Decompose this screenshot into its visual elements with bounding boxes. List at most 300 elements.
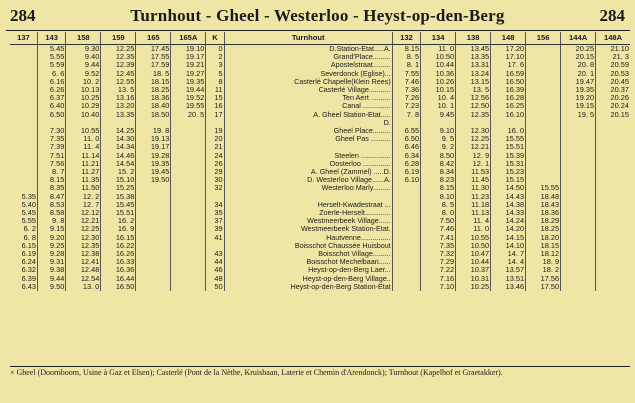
time-cell: 15. 2 — [101, 168, 136, 176]
station-cell: Oosterloo .............. — [224, 160, 392, 168]
time-cell: 14.15 — [491, 234, 526, 242]
time-cell: 13.51 — [491, 275, 526, 283]
time-cell: 8.15 — [38, 176, 66, 184]
time-cell: 20.25 — [561, 45, 596, 54]
train-header: 144A — [561, 32, 596, 45]
time-cell — [596, 119, 630, 127]
time-cell: 13.20 — [101, 102, 136, 110]
time-cell — [561, 168, 596, 176]
km-cell: 17 — [206, 111, 224, 119]
time-cell — [561, 209, 596, 217]
time-cell: 5.40 — [21, 199, 36, 209]
time-cell: 12.55 — [101, 78, 136, 86]
time-cell: 11.35 — [66, 176, 101, 184]
time-cell — [171, 193, 206, 201]
station-cell: Boisschot Village......... — [224, 250, 392, 258]
time-cell — [136, 201, 171, 209]
time-cell — [526, 143, 561, 151]
km-cell: 39 — [206, 225, 224, 233]
time-cell: 18.15 — [136, 78, 171, 86]
time-cell: 5.55 — [21, 216, 36, 226]
time-cell: 13. 0 — [66, 283, 101, 291]
km-cell: 0 — [206, 45, 224, 54]
time-cell — [392, 234, 420, 242]
table-row — [10, 86, 630, 94]
time-cell: 7. 8 — [392, 111, 420, 119]
time-cell: 20.15 — [596, 111, 630, 119]
station-cell: Canal .............. — [224, 102, 392, 110]
time-cell — [526, 152, 561, 160]
time-cell: 6. 6 — [38, 70, 66, 78]
time-cell: 10.29 — [66, 102, 101, 110]
time-cell: 16.10 — [491, 111, 526, 119]
time-cell — [561, 160, 596, 168]
time-cell: 6.43 — [21, 281, 36, 291]
time-cell: 14.24 — [491, 217, 526, 225]
time-cell: 14.54 — [101, 160, 136, 168]
time-cell: 18.12 — [526, 250, 561, 258]
time-cell: 15.51 — [491, 143, 526, 151]
time-cell — [596, 258, 630, 266]
time-cell — [171, 234, 206, 242]
time-cell: 18.25 — [526, 225, 561, 233]
time-cell: 8.23 — [421, 176, 456, 184]
time-cell — [392, 217, 420, 225]
station-cell: Heyst-op-den-Berg Village.. — [224, 275, 392, 283]
time-cell: 12.56 — [456, 94, 491, 102]
time-cell: 8.15 — [392, 45, 420, 54]
time-cell: 18.40 — [136, 102, 171, 110]
time-cell — [171, 258, 206, 266]
time-cell: 10.37 — [456, 266, 491, 274]
time-cell: 9.30 — [66, 45, 101, 54]
time-cell: 16.36 — [101, 266, 136, 274]
time-cell: 11. 0 — [456, 225, 491, 233]
time-cell — [136, 193, 171, 201]
km-cell: 2 — [206, 53, 224, 61]
time-cell — [171, 250, 206, 258]
time-cell: 12.21 — [456, 143, 491, 151]
time-cell: 10. 1 — [421, 102, 456, 110]
time-cell: 19.28 — [136, 152, 171, 160]
km-cell: 48 — [206, 275, 224, 283]
time-cell: 20.24 — [596, 102, 630, 110]
time-cell: 16. 2 — [101, 217, 136, 225]
km-cell: 5 — [206, 70, 224, 78]
station-cell: Casterlé Village........... — [224, 86, 392, 94]
time-cell: 11. 4 — [66, 143, 101, 151]
time-cell: 13.16 — [101, 94, 136, 102]
time-cell — [392, 258, 420, 266]
time-cell: 14.50 — [491, 184, 526, 192]
time-cell: 5.59 — [38, 61, 66, 69]
time-cell — [10, 53, 38, 61]
time-cell: 13.31 — [456, 61, 491, 69]
time-cell: 18.36 — [526, 209, 561, 217]
time-cell: 15.55 — [526, 184, 561, 192]
time-cell — [10, 160, 38, 168]
time-cell — [596, 275, 630, 283]
time-cell: 6.15 — [21, 240, 36, 250]
time-cell — [561, 283, 596, 291]
time-cell — [136, 283, 171, 291]
time-cell: 9.25 — [38, 242, 66, 250]
time-cell: 10.15 — [421, 86, 456, 94]
time-cell: 10.36 — [421, 70, 456, 78]
time-cell: 16. 9 — [101, 225, 136, 233]
time-cell: 6.28 — [392, 160, 420, 168]
time-cell: 11.53 — [456, 168, 491, 176]
time-cell: 6. 2 — [23, 224, 36, 234]
time-cell: 9.28 — [38, 250, 66, 258]
time-cell — [392, 193, 420, 201]
time-cell: 8.10 — [421, 193, 456, 201]
time-cell — [136, 209, 171, 217]
km-cell: 35 — [206, 209, 224, 217]
time-cell — [561, 135, 596, 143]
time-cell — [10, 152, 38, 160]
time-cell — [136, 266, 171, 274]
time-cell: 19.47 — [561, 78, 596, 86]
time-cell: 19.50 — [136, 176, 171, 184]
time-cell: 10. 2 — [66, 78, 101, 86]
time-cell: 20.26 — [596, 94, 630, 102]
time-cell — [10, 127, 38, 135]
time-cell — [136, 184, 171, 192]
time-cell: 19.15 — [561, 102, 596, 110]
time-cell: 7.29 — [421, 258, 456, 266]
time-cell: 12.38 — [66, 250, 101, 258]
time-cell: 12. 2 — [66, 193, 101, 201]
station-cell: D. Westerloo Village......A. — [224, 176, 392, 184]
time-cell — [392, 184, 420, 192]
time-cell — [596, 143, 630, 151]
time-cell — [526, 53, 561, 61]
page-number-left: 284 — [10, 6, 36, 25]
time-cell: 16.28 — [491, 94, 526, 102]
time-cell — [526, 119, 561, 127]
time-cell: 17.10 — [491, 53, 526, 61]
time-cell: 20.37 — [596, 86, 630, 94]
time-cell: 8. 0 — [421, 209, 456, 217]
time-cell: 7.30 — [38, 127, 66, 135]
time-cell — [561, 201, 596, 209]
time-cell — [561, 250, 596, 258]
time-cell: 17.59 — [136, 61, 171, 69]
header-row — [10, 32, 630, 45]
time-cell: 15.55 — [491, 135, 526, 143]
time-cell — [171, 217, 206, 225]
time-cell: 13.15 — [456, 78, 491, 86]
time-cell — [526, 45, 561, 54]
time-cell — [136, 225, 171, 233]
train-header: 148A — [596, 32, 630, 45]
km-cell: 44 — [206, 258, 224, 266]
station-cell: Westerloo Marly......... — [224, 184, 392, 192]
time-cell: 10.25 — [456, 283, 491, 291]
time-cell — [561, 217, 596, 225]
time-cell: 13.35 — [101, 111, 136, 119]
time-cell: 11.50 — [66, 184, 101, 192]
time-cell — [10, 94, 38, 102]
time-cell: 19. 8 — [136, 127, 171, 135]
time-cell: 8. 7 — [38, 168, 66, 176]
km-cell: 19 — [206, 127, 224, 135]
time-cell: 8.42 — [421, 160, 456, 168]
time-cell: 21. 3 — [596, 53, 630, 61]
station-header: Turnhout — [224, 32, 392, 45]
time-cell: 10. 4 — [421, 94, 456, 102]
table-row — [10, 152, 630, 160]
train-header: 165A — [171, 32, 206, 45]
timetable-body — [10, 45, 630, 292]
time-cell — [561, 258, 596, 266]
time-cell: 15.23 — [491, 168, 526, 176]
time-cell: 18.48 — [526, 193, 561, 201]
time-cell: 8. 1 — [392, 61, 420, 69]
time-cell — [10, 143, 38, 151]
time-cell: 11.18 — [456, 201, 491, 209]
time-cell — [596, 184, 630, 192]
time-cell — [392, 275, 420, 283]
time-cell: 11.27 — [66, 168, 101, 176]
time-cell: 7.26 — [392, 94, 420, 102]
table-row — [10, 184, 630, 192]
time-cell: 8.50 — [421, 152, 456, 160]
time-cell — [561, 242, 596, 250]
time-cell: 17. 6 — [491, 61, 526, 69]
time-cell — [596, 127, 630, 135]
time-cell: 19.52 — [171, 94, 206, 102]
time-cell — [526, 168, 561, 176]
time-cell: 8.35 — [38, 184, 66, 192]
time-cell: 13.24 — [456, 70, 491, 78]
table-row — [10, 225, 630, 233]
time-cell — [561, 184, 596, 192]
time-cell: 15.38 — [101, 193, 136, 201]
time-cell: 9.40 — [66, 53, 101, 61]
time-cell: 6.39 — [21, 273, 36, 283]
time-cell: 16. 0 — [491, 127, 526, 135]
table-row — [10, 119, 630, 127]
time-cell: 18. 5 — [136, 70, 171, 78]
time-cell: 14.33 — [491, 209, 526, 217]
km-header: K — [206, 32, 224, 45]
time-cell: 20. 8 — [561, 61, 596, 69]
time-cell: 18.25 — [136, 86, 171, 94]
table-row — [10, 45, 630, 54]
time-cell — [561, 193, 596, 201]
time-cell — [136, 250, 171, 258]
time-cell: 12.25 — [101, 45, 136, 54]
time-cell: 14.43 — [491, 193, 526, 201]
time-cell: 9.10 — [421, 127, 456, 135]
station-cell: Ten Aert .......... — [224, 94, 392, 102]
time-cell — [136, 234, 171, 242]
time-cell: 9.15 — [38, 225, 66, 233]
time-cell: 9.50 — [38, 283, 66, 291]
time-cell: 14.38 — [491, 201, 526, 209]
time-cell: 19.21 — [171, 61, 206, 69]
time-cell — [526, 135, 561, 143]
time-cell: 7.46 — [392, 78, 420, 86]
time-cell: 6.32 — [21, 265, 36, 275]
train-header: 148 — [491, 32, 526, 45]
time-cell: 8.15 — [421, 184, 456, 192]
time-cell: 16.39 — [491, 86, 526, 94]
page-title: Turnhout - Gheel - Westerloo - Heyst-op-den-Berg — [130, 6, 505, 25]
train-header: 156 — [526, 32, 561, 45]
train-header: 165 — [136, 32, 171, 45]
time-cell: 6.34 — [392, 152, 420, 160]
station-cell: D.Station-Etat.....A. — [224, 45, 392, 54]
time-cell: 6.10 — [392, 176, 420, 184]
station-cell: Herselt-Kwadestraat ... — [224, 201, 392, 209]
time-cell — [596, 234, 630, 242]
time-cell: 21.10 — [596, 45, 630, 54]
time-cell: 17.45 — [136, 45, 171, 54]
time-cell: 5.45 — [21, 208, 36, 218]
time-cell: 5.55 — [38, 53, 66, 61]
time-cell: 16.25 — [491, 102, 526, 110]
table-row — [10, 135, 630, 143]
time-cell — [171, 209, 206, 217]
time-cell: 18.15 — [526, 242, 561, 250]
time-cell: 11. 0 — [421, 45, 456, 54]
station-cell: Apostelstraat......... — [224, 61, 392, 69]
time-cell — [171, 184, 206, 192]
time-cell: 12.48 — [66, 266, 101, 274]
timetable — [10, 32, 630, 291]
km-cell: 8 — [206, 78, 224, 86]
time-cell: 5.35 — [21, 191, 36, 201]
station-cell: Hautvenne............... — [224, 234, 392, 242]
time-cell: 15.10 — [101, 176, 136, 184]
time-cell — [136, 275, 171, 283]
time-cell: 13. 5 — [456, 86, 491, 94]
time-cell: 8. 5 — [392, 53, 420, 61]
time-cell: 16.15 — [101, 234, 136, 242]
station-cell: Westmeerbeek Village...... — [224, 217, 392, 225]
time-cell: 13.46 — [491, 283, 526, 291]
time-cell: 19.10 — [171, 45, 206, 54]
time-cell — [596, 209, 630, 217]
time-cell: 7.32 — [421, 250, 456, 258]
time-cell: 14.34 — [101, 143, 136, 151]
time-cell: 16.44 — [101, 275, 136, 283]
time-cell: 9.44 — [66, 61, 101, 69]
time-cell: 19.35 — [561, 86, 596, 94]
time-cell: 8. 5 — [421, 201, 456, 209]
time-cell: 13. 5 — [101, 86, 136, 94]
time-cell: 20. 5 — [171, 111, 206, 119]
time-cell — [561, 266, 596, 274]
time-cell — [526, 102, 561, 110]
time-cell: 19.45 — [136, 168, 171, 176]
time-cell — [392, 201, 420, 209]
time-cell: 12.21 — [66, 217, 101, 225]
km-cell: 30 — [206, 176, 224, 184]
km-cell: 46 — [206, 266, 224, 274]
time-cell: 12.50 — [456, 102, 491, 110]
time-cell — [10, 135, 38, 143]
km-cell: 3 — [206, 61, 224, 69]
time-cell — [526, 70, 561, 78]
time-cell: 14.10 — [491, 242, 526, 250]
time-cell: 10.50 — [421, 53, 456, 61]
time-cell — [10, 78, 38, 86]
time-cell — [526, 94, 561, 102]
time-cell: 7.51 — [38, 152, 66, 160]
time-cell: 6.50 — [38, 111, 66, 119]
time-cell: 19.13 — [136, 135, 171, 143]
time-cell: 7.36 — [392, 86, 420, 94]
time-cell: 11.30 — [456, 184, 491, 192]
time-cell — [10, 61, 38, 69]
time-cell: 18.50 — [136, 111, 171, 119]
km-cell: 26 — [206, 160, 224, 168]
time-cell — [526, 127, 561, 135]
time-cell — [171, 152, 206, 160]
time-cell: 10.31 — [456, 275, 491, 283]
time-cell — [171, 275, 206, 283]
time-cell: 19.44 — [171, 86, 206, 94]
time-cell — [561, 234, 596, 242]
time-cell — [10, 168, 38, 176]
station-cell: Westmeerbeek Station-Etat. — [224, 225, 392, 233]
train-header: 138 — [456, 32, 491, 45]
station-cell: Gheel Place......... — [224, 127, 392, 135]
time-cell — [10, 86, 38, 94]
time-cell: 13.57 — [491, 266, 526, 274]
time-cell — [596, 217, 630, 225]
time-cell: 12.39 — [101, 61, 136, 69]
time-cell — [596, 225, 630, 233]
time-cell: 11.14 — [66, 152, 101, 160]
time-cell: 9. 8 — [38, 217, 66, 225]
train-header: 137 — [10, 32, 38, 45]
train-header: 143 — [38, 32, 66, 45]
time-cell — [136, 217, 171, 225]
time-cell: 9.44 — [38, 275, 66, 283]
time-cell: 18.43 — [526, 201, 561, 209]
time-cell — [10, 119, 38, 127]
time-cell: 10.55 — [66, 127, 101, 135]
time-cell: 11.13 — [456, 209, 491, 217]
time-cell — [596, 168, 630, 176]
train-header: 159 — [101, 32, 136, 45]
time-cell: 7.22 — [421, 266, 456, 274]
time-cell: 9.45 — [421, 111, 456, 119]
km-cell: 32 — [206, 184, 224, 192]
table-row — [10, 176, 630, 184]
time-cell: 12.30 — [456, 127, 491, 135]
time-cell — [596, 250, 630, 258]
time-cell — [171, 201, 206, 209]
time-cell: 11.45 — [456, 176, 491, 184]
time-cell: 11. 4 — [456, 217, 491, 225]
footnote: × Gheel (Doornboom, Usine à Gaz et Elsen); Casterlé (Pont de la Nèthe, Kruisbaan, Laterie et Chemin d'Arendonck); Turnhout (Kapelhof et Graetakker). — [10, 366, 630, 378]
time-cell — [596, 242, 630, 250]
time-cell: 10.47 — [456, 250, 491, 258]
train-header: 132 — [392, 32, 420, 45]
time-cell: 15.51 — [101, 209, 136, 217]
train-header: 158 — [66, 32, 101, 45]
time-cell: 9. 2 — [421, 143, 456, 151]
train-header: 134 — [421, 32, 456, 45]
time-cell: 9.31 — [38, 258, 66, 266]
time-cell: 14.30 — [101, 135, 136, 143]
